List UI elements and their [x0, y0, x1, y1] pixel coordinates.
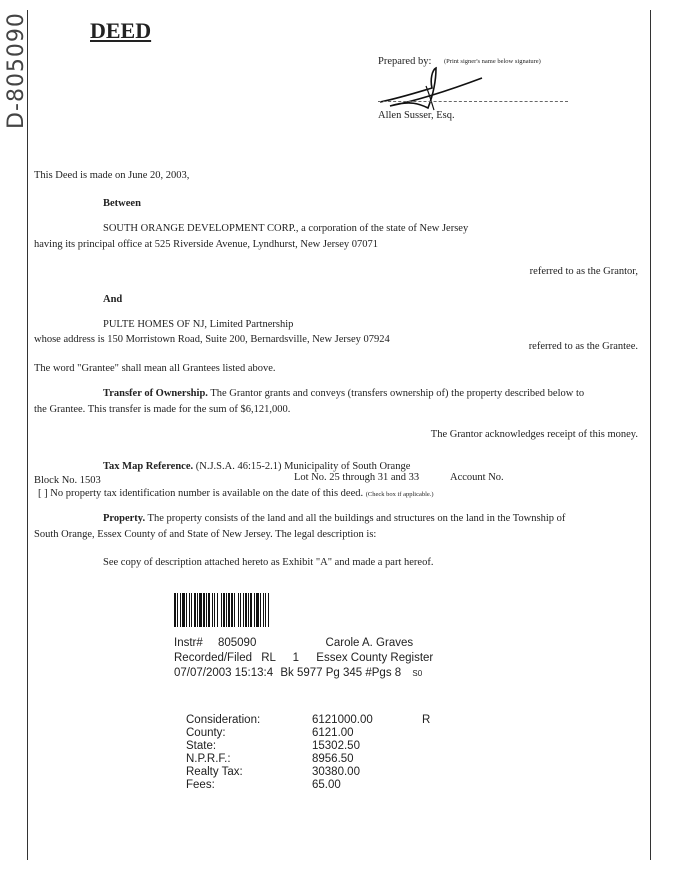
fee-value: 30380.00 — [312, 766, 360, 778]
no-tax-id-line — [38, 488, 434, 499]
fees-table — [186, 714, 430, 792]
exhibit-text: See copy of description attached hereto as Exhibit "A" and made a part hereof. — [103, 557, 434, 568]
grantee-definition: The word "Grantee" shall mean all Grantees listed above. — [34, 363, 276, 374]
margin-stamp: D-805090 — [3, 12, 29, 129]
page-title: DEED — [90, 18, 152, 43]
no-tax-id-text: [ ] No property tax identification number is available on the date of this deed. — [38, 488, 364, 499]
left-margin-line — [27, 10, 28, 860]
barcode — [174, 593, 322, 627]
fee-row — [186, 779, 430, 792]
fee-label: Consideration: — [186, 714, 261, 726]
tax-map-heading: Tax Map Reference. — [103, 461, 194, 472]
receipt-text: The Grantor acknowledges receipt of this money. — [430, 429, 638, 440]
property-text-1: The property consists of the land and all the buildings and structures on the land in the Township of — [145, 513, 566, 524]
property-paragraph-1 — [103, 513, 565, 524]
grantor-line-1: SOUTH ORANGE DEVELOPMENT CORP., a corporation of the state of New Jersey — [103, 223, 469, 234]
fee-row — [186, 740, 430, 753]
grantor-role: referred to as the Grantor, — [529, 266, 638, 277]
right-margin-line — [650, 10, 651, 860]
tax-map-text: (N.J.S.A. 46:15-2.1) Municipality of South Orange — [193, 461, 411, 472]
fee-value: 6121.00 — [312, 727, 354, 739]
record-code: RL — [261, 652, 276, 664]
property-heading: Property. — [103, 513, 146, 524]
recorded-label: Recorded/Filed — [174, 652, 252, 664]
register-title: Essex County Register — [316, 652, 434, 664]
recording-line-3 — [174, 666, 433, 681]
grantee-role: referred to as the Grantee. — [528, 341, 638, 352]
recording-line-2 — [174, 651, 433, 666]
prepared-by-label: Prepared by: — [378, 56, 432, 67]
property-text-2: South Orange, Essex County of and State of New Jersey. The legal description is: — [34, 529, 377, 540]
transfer-paragraph-1 — [103, 388, 584, 399]
fee-row — [186, 753, 430, 766]
record-extra: S0 — [412, 669, 423, 678]
lot-number: Lot No. 25 through 31 and 33 — [294, 472, 420, 483]
between-heading: Between — [103, 198, 141, 209]
transfer-heading: Transfer of Ownership. — [103, 388, 208, 399]
and-heading: And — [103, 294, 123, 305]
register-name: Carole A. Graves — [325, 637, 414, 649]
recording-stamp — [174, 636, 433, 681]
transfer-text-2: the Grantee. This transfer is made for the sum of $6,121,000. — [34, 404, 291, 415]
book-page: Bk 5977 Pg 345 #Pgs 8 — [280, 667, 402, 679]
grantee-line-2: whose address is 150 Morristown Road, Suite 200, Bernardsville, New Jersey 07924 — [34, 334, 390, 345]
account-number-label: Account No. — [450, 472, 504, 483]
made-on-text: This Deed is made on June 20, 2003, — [34, 170, 190, 181]
fee-label: Realty Tax: — [186, 766, 243, 778]
grantor-line-2: having its principal office at 525 Riverside Avenue, Lyndhurst, New Jersey 07071 — [34, 239, 378, 250]
recording-line-1 — [174, 636, 433, 651]
fee-value: 15302.50 — [312, 740, 360, 752]
fee-row — [186, 714, 430, 727]
prepared-by-note: (Print signer's name below signature) — [444, 58, 541, 65]
signer-name: Allen Susser, Esq. — [378, 110, 455, 121]
instr-label: Instr# — [174, 637, 203, 649]
barcode-bar — [269, 593, 270, 627]
fee-value: 8956.50 — [312, 753, 354, 765]
block-number: Block No. 1503 — [34, 475, 101, 486]
instr-number: 805090 — [217, 637, 257, 649]
no-tax-id-note: (Check box if applicable.) — [365, 491, 434, 498]
transfer-text-1: The Grantor grants and conveys (transfers ownership of) the property described below to — [207, 388, 585, 399]
fee-label: County: — [186, 727, 226, 739]
grantee-line-1: PULTE HOMES OF NJ, Limited Partnership — [103, 319, 294, 330]
tax-map-line — [103, 461, 410, 472]
fee-label: State: — [186, 740, 217, 752]
fee-flag: R — [422, 714, 431, 726]
signature-line — [378, 101, 568, 102]
record-datetime: 07/07/2003 15:13:4 — [174, 667, 274, 679]
fee-row — [186, 766, 430, 779]
fee-row — [186, 727, 430, 740]
fee-label: Fees: — [186, 779, 215, 791]
fee-label: N.P.R.F.: — [186, 753, 231, 765]
record-copy: 1 — [292, 652, 300, 664]
fee-value: 65.00 — [312, 779, 341, 791]
fee-value: 6121000.00 — [312, 714, 373, 726]
